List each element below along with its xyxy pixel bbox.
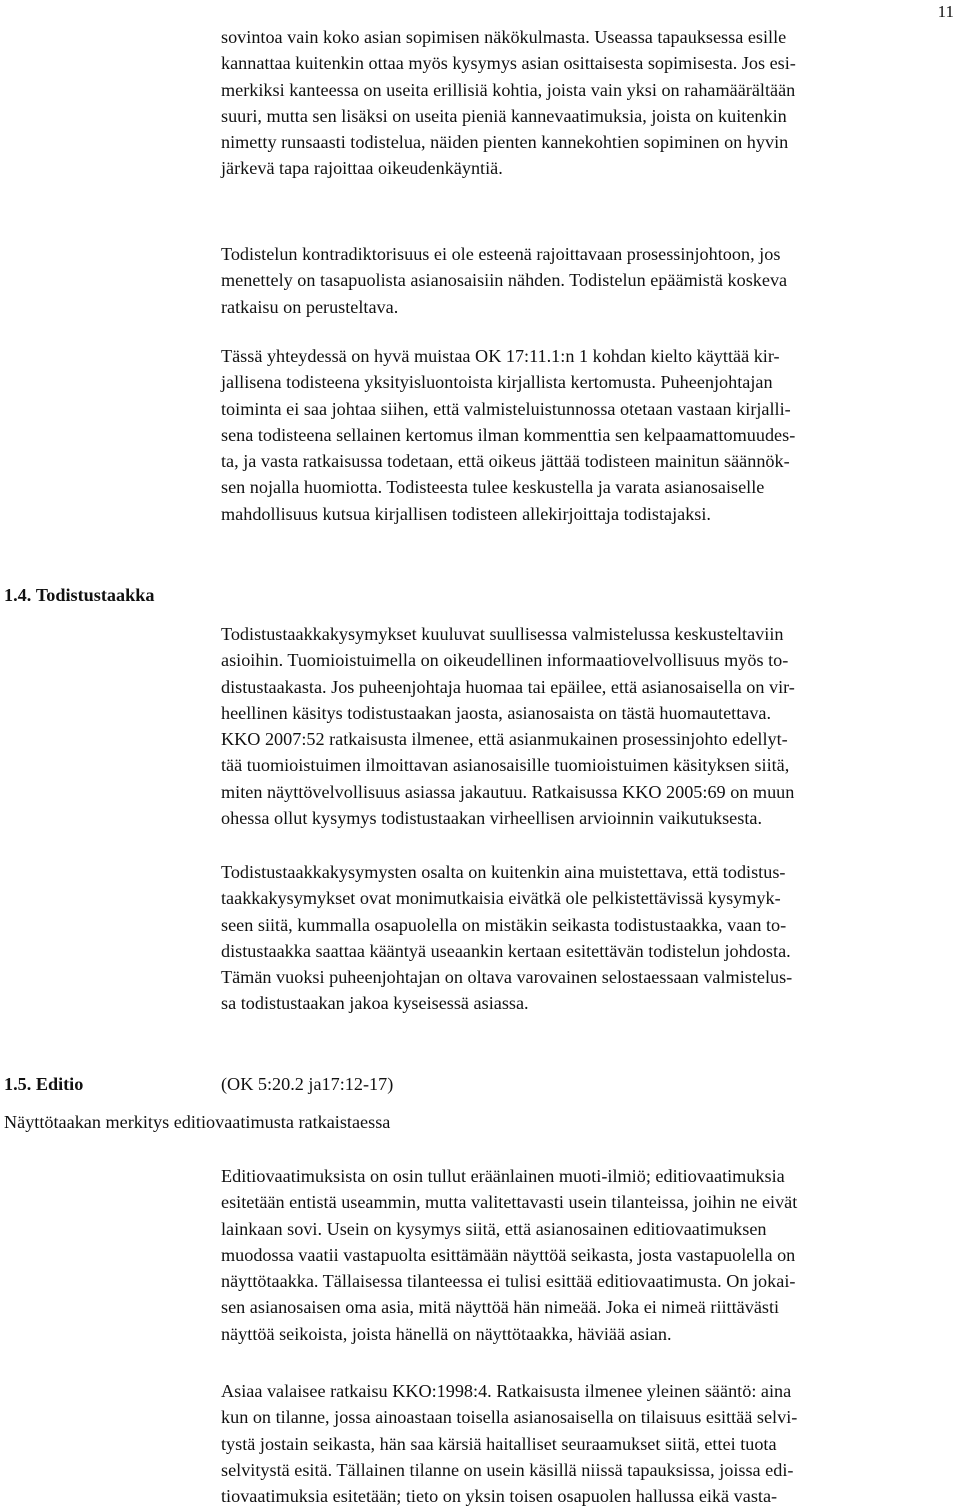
paragraph-2 bbox=[221, 241, 787, 320]
text-line: näyttöä seikoista, joista hänellä on näyttötaakka, häviää asian. bbox=[221, 1323, 672, 1344]
text-line: tiovaatimuksia esitetään; tieto on yksin toisen osapuolen hallussa eikä vasta- bbox=[221, 1486, 778, 1507]
text-line: näyttötaakka. Tällaisessa tilanteessa ei tulisi esittää editiovaatimusta. On jokai- bbox=[221, 1271, 796, 1292]
text-line: sen asianosaisen oma asia, mitä näyttöä hän nimeää. Joka ei nimeä riittävästi bbox=[221, 1297, 780, 1318]
section-heading-1-5 bbox=[4, 1071, 83, 1097]
text-line: distustaakka saattaa kääntyä useaankin kertaan esitettävän todistelun johdosta. bbox=[221, 940, 791, 961]
text-line: Editiovaatimuksista on osin tullut eräänlainen muoti-ilmiö; editiovaatimuksia bbox=[221, 1166, 785, 1186]
text-line: sena todisteena sellainen kertomus ilman kommenttia sen kelpaamattomuudes- bbox=[221, 424, 796, 445]
text-line: heellinen käsitys todistustaakan jaosta, asianosaista on tästä huomautettava. bbox=[221, 702, 772, 723]
text-line: Todistelun kontradiktorisuus ei ole esteenä rajoittavaan prosessinjohtoon, jos bbox=[221, 244, 781, 264]
text-line: sa todistustaakan jakoa kyseisessä asiassa. bbox=[221, 993, 529, 1014]
paragraph-7 bbox=[221, 1378, 797, 1509]
text-line: Todistustaakkakysymysten osalta on kuitenkin aina muistettava, että todistus- bbox=[221, 862, 786, 882]
section-number: 1.4. bbox=[4, 585, 32, 605]
text-line: kun on tilanne, jossa ainoastaan toisella asianosaisella on tilaisuus esittää selvi- bbox=[221, 1407, 798, 1428]
text-line: suuri, mutta sen lisäksi on useita pieniä kannevaatimuksia, joista on kuitenkin bbox=[221, 105, 787, 126]
text-line: toiminta ei saa johtaa siihen, että valmisteluistunnossa otetaan vastaan kirjalli- bbox=[221, 398, 791, 419]
text-line: muodossa vaatii vastapuolta esittämään näyttöä seikasta, josta vastapuolella on bbox=[221, 1244, 796, 1265]
text-line: tää tuomioistuimen ilmoittavan asianosaisille tuomioistuimen käsityksen siitä, bbox=[221, 755, 790, 776]
text-line: ta, ja vasta ratkaisussa todetaan, että oikeus jättää todisteen mainitun säännök- bbox=[221, 451, 790, 472]
text-line: sovintoa vain koko asian sopimisen näkökulmasta. Useassa tapauksessa esille bbox=[221, 27, 787, 47]
text-line: selvitystä esitä. Tällainen tilanne on usein käsillä niissä tapauksissa, joissa edi- bbox=[221, 1459, 794, 1480]
text-line: kannattaa kuitenkin ottaa myös kysymys asian osittaisesta sopimisesta. Jos esi- bbox=[221, 53, 796, 74]
text-line: asioihin. Tuomioistuimella on oikeudellinen informaatiovelvollisuus myös to- bbox=[221, 650, 789, 671]
text-line: tystä jostain seikasta, hän saa kärsiä haitalliset seuraamukset siitä, ettei tuota bbox=[221, 1433, 777, 1454]
text-line: jallisena todisteena yksityisluontoista kirjallista kertomusta. Puheenjohtajan bbox=[221, 372, 773, 393]
paragraph-1 bbox=[221, 24, 796, 182]
subheading: Näyttötaakan merkitys editiovaatimusta ratkaistaessa bbox=[4, 1112, 391, 1132]
section-title: Editio bbox=[35, 1074, 84, 1094]
text-line: Tämän vuoksi puheenjohtajan on oltava varovainen selostaessaan valmistelus- bbox=[221, 967, 793, 988]
text-line: esitetään entistä useammin, mutta valitettavasti usein tilanteissa, joihin ne eivät bbox=[221, 1192, 798, 1213]
text-line: Tässä yhteydessä on hyvä muistaa OK 17:11.1:n 1 kohdan kielto käyttää kir- bbox=[221, 346, 780, 366]
section-number: 1.5. bbox=[4, 1074, 32, 1094]
text-line: sen nojalla huomiotta. Todisteesta tulee keskustella ja varata asianosaiselle bbox=[221, 477, 765, 498]
section-reference: (OK 5:20.2 ja17:12-17) bbox=[221, 1074, 394, 1094]
text-line: Asiaa valaisee ratkaisu KKO:1998:4. Ratkaisusta ilmenee yleinen sääntö: aina bbox=[221, 1381, 792, 1401]
text-line: ohessa ollut kysymys todistustaakan virheellisen arvioinnin vaikutuksesta. bbox=[221, 808, 762, 829]
text-line: taakkakysymykset ovat monimutkaisia eivätkä ole pelkistettävissä kysymyk- bbox=[221, 888, 781, 909]
text-line: Todistustaakkakysymykset kuuluvat suullisessa valmistelussa keskusteltaviin bbox=[221, 624, 784, 644]
paragraph-3 bbox=[221, 343, 795, 527]
text-line: nimetty runsaasti todistelua, näiden pienten kannekohtien sopiminen on hyvin bbox=[221, 132, 789, 153]
page-number: 11 bbox=[937, 2, 954, 21]
text-line: miten näyttövelvollisuus asiassa jakautuu. Ratkaisussa KKO 2005:69 on muun bbox=[221, 781, 795, 802]
text-line: distustaakasta. Jos puheenjohtaja huomaa tai epäilee, että asianosaisella on vir- bbox=[221, 676, 795, 697]
text-line: mahdollisuus kutsua kirjallisen todisteen allekirjoittaja todistajaksi. bbox=[221, 503, 711, 524]
text-line: menettely on tasapuolista asianosaisiin nähden. Todistelun epäämistä koskeva bbox=[221, 270, 788, 291]
paragraph-6 bbox=[221, 1163, 797, 1347]
text-line: seen siitä, kummalla osapuolella on mistäkin seikasta todistustaakka, vaan to- bbox=[221, 914, 787, 935]
paragraph-4 bbox=[221, 621, 795, 831]
text-line: merkiksi kanteessa on useita erillisiä kohtia, joista vain yksi on rahamäärältään bbox=[221, 79, 796, 100]
section-heading-1-4 bbox=[4, 582, 154, 608]
text-line: KKO 2007:52 ratkaisusta ilmenee, että asianmukainen prosessinjohto edellyt- bbox=[221, 729, 788, 750]
text-line: ratkaisu on perusteltava. bbox=[221, 296, 399, 317]
text-line: järkevä tapa rajoittaa oikeudenkäyntiä. bbox=[221, 158, 503, 179]
section-title: Todistustaakka bbox=[35, 585, 155, 605]
text-line: lainkaan sovi. Usein on kysymys siitä, että asianosainen editiovaatimuksen bbox=[221, 1218, 767, 1239]
paragraph-5 bbox=[221, 859, 792, 1017]
